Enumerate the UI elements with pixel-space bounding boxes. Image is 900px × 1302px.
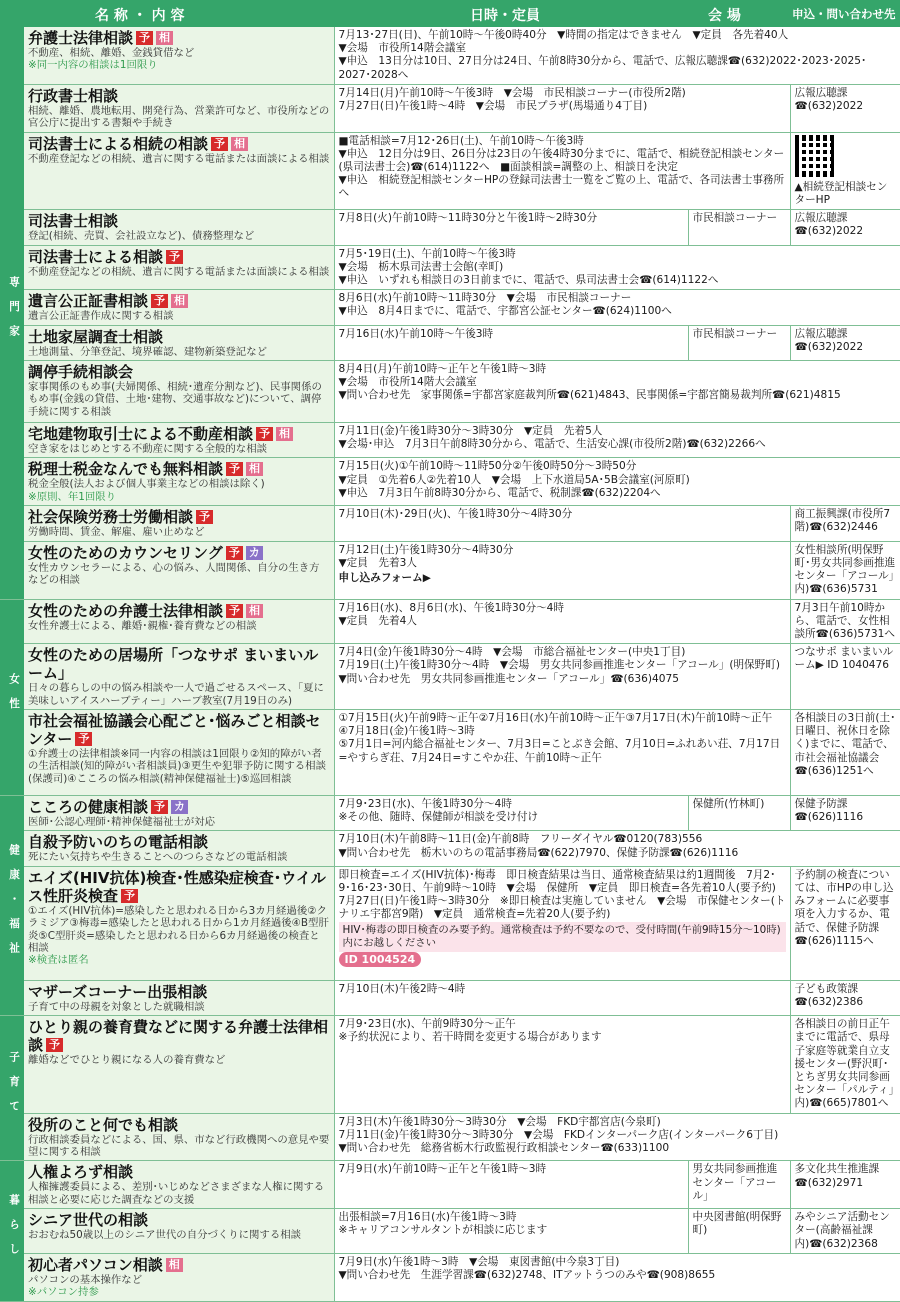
date-line: 7月8日(火)午前10時～11時30分と午後1時～2時30分 <box>338 212 598 225</box>
table-row <box>0 423 900 458</box>
date-cell <box>334 795 688 830</box>
name-cell <box>24 1253 334 1301</box>
contact-text: 予約制の検査については、市HPの申し込みフォームに必要事項を入力するか、電話で、保健予防課☎(626)1115へ <box>794 868 894 947</box>
contact-text: 広報広聴課☎(632)2022 <box>794 212 864 238</box>
date-line: ▼申込 12日分は9日、26日分は23日の午後4時30分までに、電話で、相続登記相談センター(県司法書士会)☎(614)1122へ ■面談相談=調整の上、相談日を決定 <box>338 147 785 174</box>
date-cell <box>334 423 900 458</box>
name-cell <box>24 541 334 599</box>
row-note: ※パソコン持参 <box>28 1286 99 1299</box>
date-cell <box>334 599 790 644</box>
date-line: ▼会場･申込 7月3日午前8時30分から、電話で、生活安心課(市役所2階)☎(632)2266へ <box>338 438 766 451</box>
row-note: ※検査は匿名 <box>28 954 89 967</box>
date-cell <box>334 361 900 423</box>
date-line: ⑤7月1日=河内総合福祉センター、7月3日=ことぶき会館、7月10日=ふれあい荘、7月17日=やすらぎ荘、7月24日=すこやか荘、午前10時～正午 <box>338 738 781 764</box>
tag-yo: 予 <box>211 137 228 151</box>
tag-so: 相 <box>276 427 293 441</box>
row-title: 司法書士による相談 予 <box>28 248 330 266</box>
date-cell <box>334 1161 688 1209</box>
date-line: 8月6日(水)午前10時～11時30分 ▼会場 市民相談コーナー <box>338 292 632 305</box>
venue-cell: 市民相談コーナー <box>688 325 790 360</box>
name-cell <box>24 132 334 210</box>
name-cell <box>24 1161 334 1209</box>
date-cell <box>334 1113 900 1161</box>
date-cell <box>334 245 900 290</box>
row-description: 離婚などでひとり親になる人の養育費など <box>28 1054 226 1067</box>
date-line: ▼定員 先着3人 <box>338 556 417 569</box>
name-cell <box>24 245 334 290</box>
venue-cell: 保健所(竹林町) <box>688 795 790 830</box>
table-row <box>0 361 900 423</box>
contact-text: 女性相談所(明保野町･男女共同参画推進センター「アコール」内)☎(636)5731 <box>794 543 896 596</box>
date-line: 7月9･23日(水)、午前9時30分～正午 <box>338 1018 516 1031</box>
table-row <box>0 599 900 644</box>
date-line: 7月11日(金)午後1時30分～3時30分 ▼定員 先着5人 <box>338 425 603 438</box>
page-id-badge: ID 1004524 <box>339 952 422 967</box>
date-line: 7月4日(金)午後1時30分～4時 ▼会場 市総合福祉センター(中央1丁目) <box>338 646 686 659</box>
date-line: ▼定員 先着4人 <box>338 614 417 627</box>
row-title: マザーズコーナー出張相談 <box>28 982 208 1001</box>
name-cell <box>24 506 334 541</box>
row-title: 司法書士相談 <box>28 212 119 231</box>
date-line: 7月19日(土)午後1時30分～4時 ▼会場 男女共同参画推進センター「アコール」(明保野町) <box>338 659 780 672</box>
row-description: 不動産登記などの相続、遺言に関する電話または面談による相談 <box>28 265 330 278</box>
contact-text: 各相談日の前日正午までに電話で、県母子家庭等就業自立支援センター(野沢町･とちぎ男女共同参画センター「パルティ」内)☎(665)7801へ <box>794 1018 894 1110</box>
contact-cell <box>790 541 900 599</box>
table-row <box>0 795 900 830</box>
date-line: ▼申込 相続登記相談センターHPの登録司法書士一覧をご覧の上、電話で、各司法書士事務所へ <box>338 174 785 200</box>
date-cell <box>334 709 790 795</box>
tag-yo: 予 <box>196 510 213 524</box>
name-cell <box>24 1113 334 1161</box>
table-row <box>0 866 900 980</box>
tag-yo: 予 <box>226 546 243 560</box>
date-line: 7月10日(木)午前8時～11日(金)午前8時 フリーダイヤル☎0120(783)556 <box>338 833 703 846</box>
category-label: 健康・福祉 <box>0 795 24 1015</box>
tag-so: 相 <box>166 1258 183 1272</box>
name-cell <box>24 709 334 795</box>
date-line: ※予約状況により、若干時間を変更する場合があります <box>338 1031 602 1044</box>
date-cell <box>334 1209 688 1254</box>
row-description: ①弁護士の法律相談※同一内容の相談は1回限り②知的障がい者の生活相談(知的障がい者相談員)③更生や犯罪予防に関する相談(保護司)④こころの悩み相談(精神保健福祉士)⑤巡回相談 <box>28 747 326 785</box>
date-cell <box>334 290 900 325</box>
signup-form-label: 申し込みフォーム▶ <box>338 572 431 585</box>
header-date: 日時・定員 <box>470 8 540 24</box>
date-line: 7月14日(月)午前10時～午後3時 ▼会場 市民相談コーナー(市役所2階) <box>338 86 686 99</box>
tag-yo: 予 <box>166 250 183 264</box>
row-note: ※原則、年1回限り <box>28 490 117 503</box>
row-title: 税理士税金なんでも無料相談 予 相 <box>28 460 330 478</box>
contact-text: 各相談日の3日前(土･日曜日、祝休日を除く)までに、電話で、市社会福祉協議会☎(636)1251へ <box>794 711 896 777</box>
row-title: 社会保険労務士労働相談 予 <box>28 508 330 526</box>
date-cell <box>334 325 688 360</box>
header-contact: 申込・問い合わせ先 <box>792 7 896 21</box>
tag-yo: 予 <box>75 732 92 746</box>
venue-cell: 中央図書館(明保野町) <box>688 1209 790 1254</box>
date-line: ※その他、随時、保健師が相談を受け付け <box>338 811 539 824</box>
contact-cell <box>790 506 900 541</box>
date-cell <box>334 541 790 599</box>
contact-cell <box>790 1161 900 1209</box>
tag-so: 相 <box>156 31 173 45</box>
table-row <box>0 84 900 132</box>
table-row <box>0 541 900 599</box>
date-cell <box>334 866 790 980</box>
contact-cell <box>790 795 900 830</box>
contact-cell <box>790 1209 900 1254</box>
contact-text: ▲相続登記相談センターHP <box>794 180 888 207</box>
category-label: 子育て <box>0 1016 24 1161</box>
date-cell <box>334 980 790 1015</box>
name-cell <box>24 423 334 458</box>
row-title: 宅地建物取引士による不動産相談 予 相 <box>28 425 330 443</box>
date-line: ①7月15日(火)午前9時～正午②7月16日(水)午前10時～正午③7月17日(木)午前10時～正午④7月18日(金)午後1時～3時 <box>338 711 773 738</box>
row-description: ①エイズ(HIV抗体)=感染したと思われる日から3カ月経過後②クラミジア③梅毒=感染したと思われる日から1カ月経過後④B型肝炎⑤C型肝炎=感染したと思われる日から6カ月経過後の検査と相談 <box>28 904 329 954</box>
date-line: ▼問い合わせ先 家事関係=宇都宮家庭裁判所☎(621)4843、民事関係=宇都宮簡易裁判所☎(621)4815 <box>338 389 841 402</box>
name-cell <box>24 644 334 710</box>
row-title: エイズ(HIV抗体)検査･性感染症検査･ウイルス性肝炎検査 予 <box>28 868 326 905</box>
date-cell <box>334 506 790 541</box>
row-note: ※同一内容の相談は1回限り <box>28 59 158 72</box>
date-line: 出張相談=7月16日(水)午後1時～3時 <box>338 1211 517 1224</box>
name-cell <box>24 27 334 84</box>
table-row <box>0 245 900 290</box>
date-line: 7月10日(木)･29日(火)、午後1時30分～4時30分 <box>338 508 573 521</box>
date-line: 7月9日(水)午後1時～3時 ▼会場 東図書館(中今泉3丁目) <box>338 1255 620 1268</box>
contact-text: 商工振興課(市役所7階)☎(632)2446 <box>794 508 891 534</box>
name-cell <box>24 458 334 506</box>
date-line: 8月4日(月)午前10時～正午と午後1時～3時 <box>338 363 547 376</box>
row-description: 税金全般(法人および個人事業主などの相談は除く) <box>28 478 265 491</box>
date-line: ▼会場 市役所14階大会議室 <box>338 376 477 389</box>
name-cell <box>24 290 334 325</box>
date-line: 7月27日(日)午後1時～4時 ▼会場 市民プラザ(馬場通り4丁目) <box>338 100 648 113</box>
row-title: 人権よろず相談 <box>28 1163 134 1182</box>
date-cell <box>334 1016 790 1113</box>
row-title: 初心者パソコン相談 相 <box>28 1256 330 1274</box>
table-row <box>0 325 900 360</box>
tag-so: 相 <box>231 137 248 151</box>
tag-yo: 予 <box>151 800 168 814</box>
date-line: ▼問い合わせ先 生涯学習課☎(632)2748、ITアットうつのみや☎(908)8655 <box>338 1269 716 1281</box>
name-cell <box>24 210 334 245</box>
date-cell <box>334 644 790 710</box>
row-description: 遺言公正証書作成に関する相談 <box>28 310 174 323</box>
row-title: 弁護士法律相談 予 相 <box>28 29 330 47</box>
contact-cell <box>790 1016 900 1113</box>
tag-ka: カ <box>171 800 188 814</box>
consultation-table <box>0 27 900 1302</box>
category-label: 女性 <box>0 599 24 795</box>
row-description: 死にたい気持ちや生きることへのつらさなどの電話相談 <box>28 851 288 864</box>
name-cell <box>24 795 334 830</box>
tag-so: 相 <box>246 462 263 476</box>
row-title: 女性のための弁護士法律相談 予 相 <box>28 602 330 620</box>
header-venue: 会 場 <box>708 8 741 24</box>
row-title: ひとり親の養育費などに関する弁護士法律相談 予 <box>28 1018 329 1055</box>
venue-cell: 市民相談コーナー <box>688 210 790 245</box>
contact-text: 広報広聴課☎(632)2022 <box>794 327 864 353</box>
contact-cell <box>790 210 900 245</box>
date-line: 7月13･27日(日)、午前10時～午後0時40分 ▼時間の指定はできません ▼定員 各先着40人 <box>338 29 789 41</box>
date-line: 7月9･23日(水)、午後1時30分～4時 <box>338 797 512 810</box>
date-line: 7月10日(木)午後2時～4時 <box>338 982 466 995</box>
row-title: 女性のためのカウンセリング 予 カ <box>28 544 330 562</box>
date-line: ▼定員 ①先着6人②先着10人 ▼会場 上下水道局5A･5B会議室(河原町) <box>338 473 690 486</box>
contact-text: 保健予防課☎(626)1116 <box>794 797 864 824</box>
date-line: 7月5･19日(土)、午前10時～午後3時 <box>338 247 516 260</box>
tag-yo: 予 <box>226 462 243 476</box>
date-cell <box>334 831 900 866</box>
contact-cell <box>790 644 900 710</box>
name-cell <box>24 599 334 644</box>
row-description: 女性カウンセラーによる、心の悩み、人間関係、自分の生き方などの相談 <box>28 561 320 587</box>
row-description: おおむね50歳以上のシニア世代の自分づくりに関する相談 <box>28 1229 301 1242</box>
row-description: 行政相談委員などによる、国、県、市など行政機関への意見や要望に関する相談 <box>28 1133 330 1158</box>
date-cell <box>334 84 790 132</box>
row-description: 人権擁護委員による、差別･いじめなどさまざまな人権に関する相談と必要に応じた調査などの支援 <box>28 1181 325 1206</box>
name-cell <box>24 831 334 866</box>
date-cell <box>334 210 688 245</box>
date-cell <box>334 458 900 506</box>
row-title: 行政書士相談 <box>28 86 119 105</box>
row-description: 不動産、相続、離婚、金銭貸借など <box>28 47 195 59</box>
contact-text: 7月3日午前10時から、電話で、女性相談所☎(636)5731へ <box>794 601 895 640</box>
table-row <box>0 1016 900 1113</box>
name-cell <box>24 84 334 132</box>
row-description: 医師･公認心理師･精神保健福祉士が対応 <box>28 815 216 828</box>
tag-so: 相 <box>246 604 263 618</box>
date-line: 7月15日(火)①午前10時～11時50分②午後0時50分～3時50分 <box>338 460 637 473</box>
contact-text: 多文化共生推進課☎(632)2971 <box>794 1163 880 1189</box>
table-row <box>0 831 900 866</box>
table-row <box>0 27 900 84</box>
contact-text: 広報広聴課☎(632)2022 <box>794 86 864 113</box>
table-row <box>0 458 900 506</box>
date-line: ▼会場 市役所14階会議室 <box>338 42 467 55</box>
table-row <box>0 132 900 210</box>
date-line: ▼申込 13日分は10日、27日分は24日、午前8時30分から、電話で、広報広聴課☎(632)2022･2023･2025･2027･2028へ <box>338 55 867 81</box>
contact-text: みやシニア活動センター(高齢福祉課内)☎(632)2368 <box>794 1211 890 1250</box>
contact-cell <box>790 866 900 980</box>
table-row <box>0 210 900 245</box>
date-line: 7月11日(金)午後1時30分～3時30分 ▼会場 FKDインターパーク店(インターパーク6丁目) <box>338 1128 779 1141</box>
contact-cell <box>790 980 900 1015</box>
date-cell <box>334 132 790 210</box>
date-line: HIV･梅毒の即日検査のみ要予約。通常検査は予約不要なので、受付時間(午前9時15分～10時)内にお越しください <box>339 922 786 952</box>
row-description: 登記(相続、売買、会社設立など)、債務整理など <box>28 230 255 243</box>
row-description: 家事関係のもめ事(夫婦関係、相続･遺産分割など)、民事関係のもめ事(金銭の貸借、土地･建物、交通事故など)について、調停手続に関する相談 <box>28 381 322 418</box>
row-title: 自殺予防いのちの電話相談 <box>28 833 209 852</box>
date-line: ▼問い合わせ先 総務省栃木行政監視行政相談センター☎(633)1100 <box>338 1141 670 1154</box>
contact-cell <box>790 84 900 132</box>
table-row <box>0 1253 900 1301</box>
table-row <box>0 1161 900 1209</box>
tag-yo: 予 <box>226 604 243 618</box>
name-cell <box>24 361 334 423</box>
table-row <box>0 1209 900 1254</box>
row-description: 相続、離婚、農地転用、開発行為、営業許可など、市役所などの官公庁に提出する書類や手続き <box>28 104 330 130</box>
name-cell <box>24 866 334 980</box>
row-title: こころの健康相談 予 カ <box>28 798 330 816</box>
tag-ka: カ <box>246 546 263 560</box>
tag-yo: 予 <box>136 31 153 45</box>
date-line: 即日検査=エイズ(HIV抗体)･梅毒 即日検査結果は当日、通常検査結果は約1週間後 7月2･9･16･23･30日、午前9時～10時 ▼会場 保健所 ▼定員 即日検査=各先着10人(要予約) <box>338 868 776 894</box>
name-cell <box>24 980 334 1015</box>
date-line: ▼問い合わせ先 栃木いのちの電話事務局☎(622)7970、保健予防課☎(626)1116 <box>338 846 739 859</box>
tag-yo: 予 <box>256 427 273 441</box>
category-label: 専門家 <box>0 27 24 599</box>
contact-cell <box>790 709 900 795</box>
row-title: 市社会福祉協議会心配ごと･悩みごと相談センター 予 <box>28 711 321 748</box>
row-title: 司法書士による相続の相談 予 相 <box>28 135 330 153</box>
row-title: 女性のための居場所「つなサポ まいまいルーム」 <box>28 646 319 683</box>
date-line: 7月9日(水)午前10時～正午と午後1時～3時 <box>338 1163 547 1176</box>
name-cell <box>24 1016 334 1113</box>
tag-yo: 予 <box>151 294 168 308</box>
date-line: ■電話相談=7月12･26日(土)、午前10時～午後3時 <box>338 134 584 147</box>
row-description: 子育て中の母親を対象とした就職相談 <box>28 1000 205 1013</box>
contact-cell <box>790 132 900 210</box>
name-cell <box>24 325 334 360</box>
table-row <box>0 1113 900 1161</box>
contact-text: 子ども政策課☎(632)2386 <box>794 982 864 1008</box>
row-description: 空き家をはじめとする不動産に関する全般的な相談 <box>28 443 267 456</box>
qr-code-icon <box>795 135 837 177</box>
date-line: 7月16日(水)、8月6日(水)、午後1時30分～4時 <box>338 601 565 614</box>
date-cell <box>334 27 900 84</box>
tag-yo: 予 <box>121 889 138 903</box>
row-title: シニア世代の相談 <box>28 1211 149 1230</box>
date-line: 7月12日(土)午後1時30分～4時30分 <box>338 543 514 556</box>
category-label: 暮らし <box>0 1161 24 1301</box>
date-line: 7月3日(木)午後1時30分～3時30分 ▼会場 FKD宇都宮店(今泉町) <box>338 1115 661 1128</box>
row-description: パソコンの基本操作など <box>28 1273 143 1286</box>
date-line: ※キャリアコンサルタントが相談に応じます <box>338 1224 548 1237</box>
table-row <box>0 506 900 541</box>
row-title: 土地家屋調査士相談 <box>28 327 164 346</box>
table-row <box>0 644 900 710</box>
row-description: 土地測量、分筆登記、境界確認、建物新築登記など <box>28 345 267 358</box>
venue-cell: 男女共同参画推進センター「アコール」 <box>688 1161 790 1209</box>
header-name: 名 称 ・ 内 容 <box>95 8 185 24</box>
date-line: 7月16日(水)午前10時～午後3時 <box>338 327 494 340</box>
tag-so: 相 <box>171 294 188 308</box>
row-title: 遺言公正証書相談 予 相 <box>28 292 330 310</box>
date-cell <box>334 1253 900 1301</box>
contact-cell <box>790 325 900 360</box>
row-description: 労働時間、賃金、解雇、雇い止めなど <box>28 526 205 539</box>
date-line: ▼問い合わせ先 男女共同参画推進センター「アコール」☎(636)4075 <box>338 672 679 685</box>
row-description: 日々の暮らしの中の悩み相談や一人で過ごせるスペース、「夏に美味しいアイスハーブティー」ハーブ教室(7月19日のみ) <box>28 682 324 707</box>
table-header <box>0 0 900 27</box>
table-row <box>0 290 900 325</box>
table-row <box>0 709 900 795</box>
date-line: ▼申込 7月3日午前8時30分から、電話で、税制課☎(632)2204へ <box>338 486 661 499</box>
date-line: ▼申込 いずれも相談日の3日前までに、電話で、県司法書士会☎(614)1122へ <box>338 274 719 287</box>
contact-text: つなサポ まいまいルーム▶ ID 1040476 <box>794 646 894 672</box>
name-cell <box>24 1209 334 1254</box>
table-row <box>0 980 900 1015</box>
row-description: 女性弁護士による、離婚･親権･養育費などの相談 <box>28 619 257 632</box>
contact-cell <box>790 599 900 644</box>
row-title: 調停手続相談会 <box>28 363 134 382</box>
date-line: ▼会場 栃木県司法書士会館(幸町) <box>338 260 504 273</box>
row-description: 不動産登記などの相続、遺言に関する電話または面談による相談 <box>28 152 330 165</box>
date-line: 7月27日(日)午後1時～3時30分 ※即日検査は実施していません ▼会場 市保健センター(トナリエ宇都宮9階) ▼定員 通常検査=先着20人(要予約) <box>338 895 786 921</box>
tag-yo: 予 <box>46 1038 63 1052</box>
date-line: ▼申込 8月4日までに、電話で、宇都宮公証センター☎(624)1100へ <box>338 305 672 318</box>
row-title: 役所のこと何でも相談 <box>28 1115 179 1134</box>
